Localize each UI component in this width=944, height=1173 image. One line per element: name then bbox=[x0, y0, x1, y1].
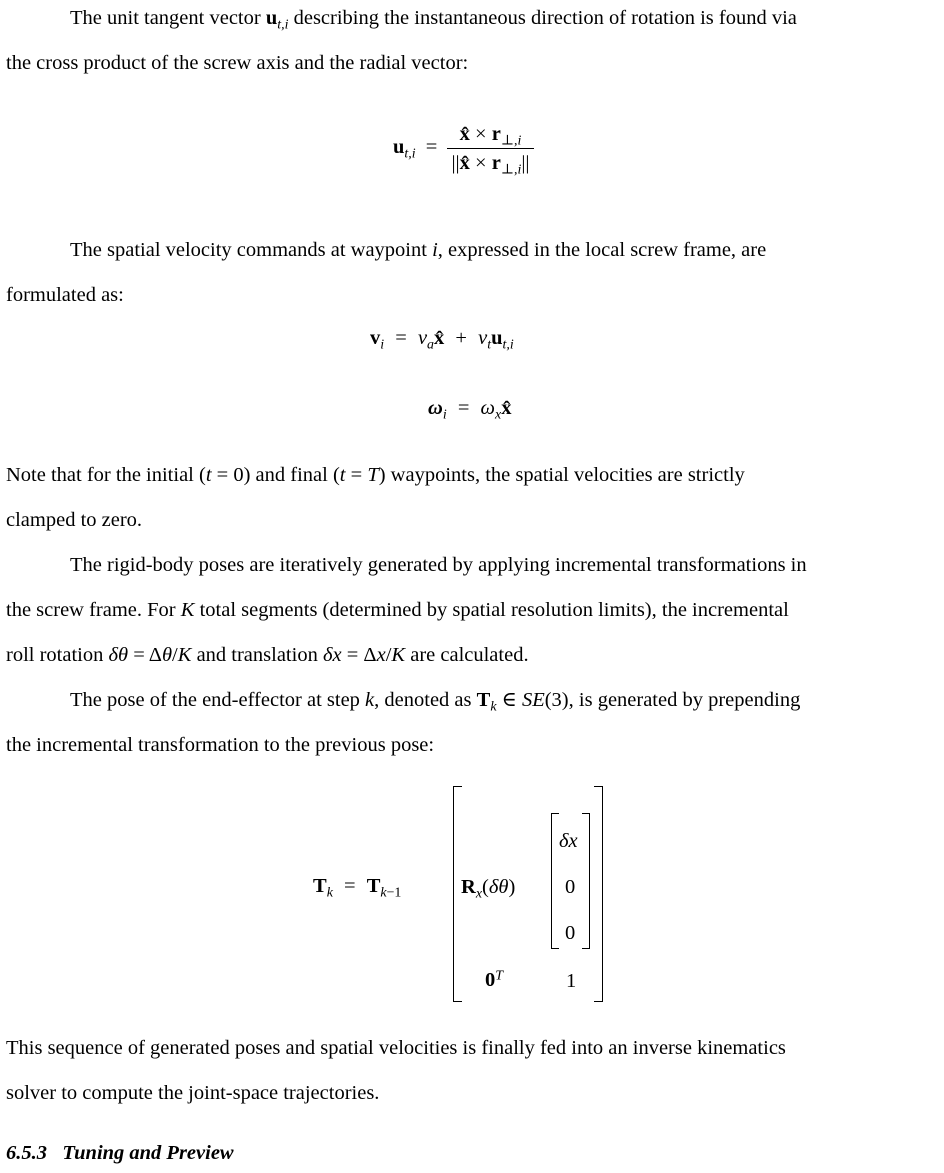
inner-bracket-right bbox=[582, 813, 590, 949]
section-heading: 6.5.3 Tuning and Preview bbox=[6, 1142, 234, 1164]
paragraph-1-line-1: The unit tangent vector $u_{t,i}$ describing the instantaneous direction of rotation is found via bbox=[70, 7, 797, 33]
matrix-rotation-entry: $R_x(\delta\theta)$ bbox=[461, 876, 516, 902]
matrix-zero-transpose: $0^T$ bbox=[485, 968, 504, 991]
matrix-entry-dx: δx bbox=[559, 830, 578, 852]
paragraph-3-line-1: Note that for the initial (t = 0) and final (t = T) waypoints, the spatial velocities are strictly bbox=[6, 464, 745, 486]
matrix-entry-zero-1: 0 bbox=[565, 876, 576, 898]
equation-angular-velocity: $\omega_i$ = $\omega_xx̂$ bbox=[428, 397, 512, 423]
paragraph-3-line-2: clamped to zero. bbox=[6, 509, 143, 531]
paragraph-5-line-1: The pose of the end-effector at step k, denoted as $T_k$ ∈ SE(3), is generated by prepending bbox=[70, 689, 801, 715]
inner-bracket-left bbox=[551, 813, 559, 949]
paragraph-6-line-1: This sequence of generated poses and spatial velocities is finally fed into an inverse kinematics bbox=[6, 1037, 786, 1059]
matrix-entry-zero-2: 0 bbox=[565, 922, 576, 944]
paragraph-4-line-3: roll rotation δθ = Δθ/K and translation δx = Δx/K are calculated. bbox=[6, 644, 529, 666]
paragraph-2-line-1: The spatial velocity commands at waypoint i, expressed in the local screw frame, are bbox=[70, 239, 767, 261]
outer-bracket-right bbox=[594, 786, 603, 1002]
paragraph-1-line-2: the cross product of the screw axis and the radial vector: bbox=[6, 52, 469, 74]
matrix-entry-one: 1 bbox=[566, 970, 577, 992]
paragraph-6-line-2: solver to compute the joint-space trajectories. bbox=[6, 1082, 380, 1104]
equation-unit-tangent: $u_{t,i}$ = $\frac{x̂ \times r_{\perp,i}}{||x̂ \times r_{\perp,i}||}$ bbox=[393, 124, 534, 173]
paragraph-2-line-2: formulated as: bbox=[6, 284, 124, 306]
paragraph-4-line-1: The rigid-body poses are iteratively generated by applying incremental transformations in bbox=[70, 554, 807, 576]
equation-linear-velocity: $v_i$ = $v_ax̂ + v_tu_{t,i}$ bbox=[370, 327, 514, 353]
paragraph-5-line-2: the incremental transformation to the previous pose: bbox=[6, 734, 435, 756]
pose-lhs: $T_k = T_{k-1}$ bbox=[313, 875, 402, 901]
paragraph-4-line-2: the screw frame. For K total segments (determined by spatial resolution limits), the incremental bbox=[6, 599, 789, 621]
